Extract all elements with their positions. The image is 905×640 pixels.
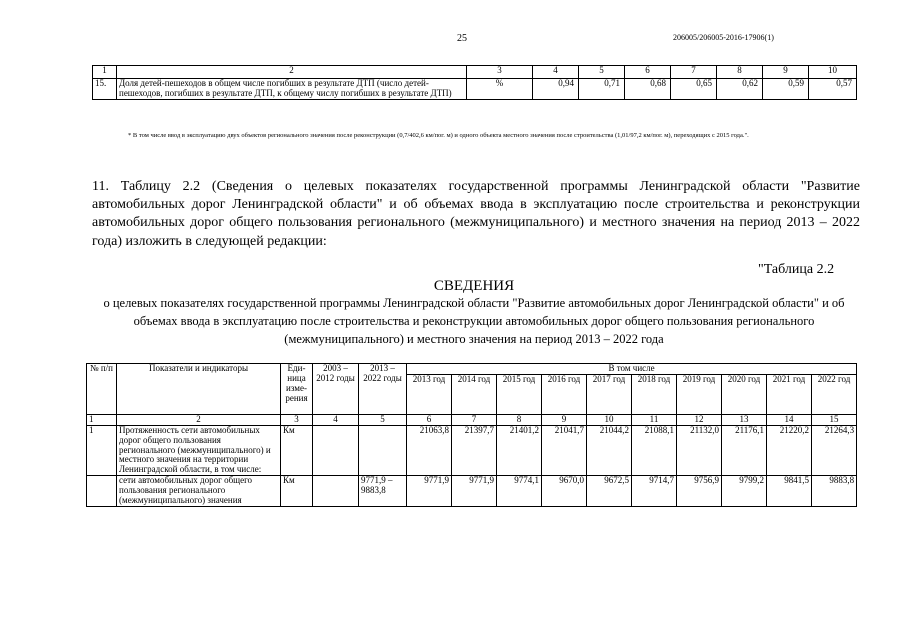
row-period-2003 — [313, 425, 359, 475]
value-cell: 21220,2 — [767, 425, 812, 475]
value-cell: 21176,1 — [722, 425, 767, 475]
header-year: 2020 год — [722, 374, 767, 414]
value-cell: 0,94 — [533, 79, 579, 100]
col-number: 3 — [281, 414, 313, 425]
section-subtitle: о целевых показателях государственной программы Ленинградской области "Развитие автомобильных дорог Ленинградской области" и об объемах ввода в эксплуатацию после строительства и реконструкции автомобильных дорог общего пользования регионального (межмуниципального) и местного значения на период 2013 – 2022 года — [103, 296, 845, 347]
value-cell: 9771,9 — [452, 476, 497, 507]
main-table-header-row — [87, 364, 857, 375]
header-cell: 3 — [467, 66, 533, 79]
col-number: 4 — [313, 414, 359, 425]
row-unit: Км — [281, 425, 313, 475]
row-indicator: Доля детей-пешеходов в общем числе погибших в результате ДТП (число детей-пешеходов, погибших в результате ДТП, к общему числу погибших в результате ДТП) — [117, 79, 467, 100]
value-cell: 9841,5 — [767, 476, 812, 507]
value-cell: 9670,0 — [542, 476, 587, 507]
header-cell: 2 — [117, 66, 467, 79]
value-cell: 21088,1 — [632, 425, 677, 475]
header-year: 2015 год — [497, 374, 542, 414]
col-number: 10 — [587, 414, 632, 425]
header-cell: 1 — [93, 66, 117, 79]
header-cell: 9 — [763, 66, 809, 79]
table-row — [93, 79, 857, 100]
col-number: 6 — [407, 414, 452, 425]
value-cell: 9756,9 — [677, 476, 722, 507]
col-number: 5 — [359, 414, 407, 425]
value-cell: 0,68 — [625, 79, 671, 100]
table-row — [87, 425, 857, 475]
row-number: 1 — [87, 425, 117, 475]
top-table-header-row — [93, 66, 857, 79]
value-cell: 21397,7 — [452, 425, 497, 475]
row-period-2013: 9771,9 – 9883,8 — [359, 476, 407, 507]
top-table — [92, 65, 857, 100]
col-number: 11 — [632, 414, 677, 425]
col-number: 7 — [452, 414, 497, 425]
col-number: 8 — [497, 414, 542, 425]
value-cell: 0,71 — [579, 79, 625, 100]
header-year: 2016 год — [542, 374, 587, 414]
row-number — [87, 476, 117, 507]
document-id: 206005/206005-2016-17906(1) — [673, 33, 774, 42]
value-cell: 21063,8 — [407, 425, 452, 475]
value-cell: 21264,3 — [812, 425, 857, 475]
header-cell: 7 — [671, 66, 717, 79]
value-cell: 21132,0 — [677, 425, 722, 475]
header-cell: 4 — [533, 66, 579, 79]
value-cell: 0,57 — [809, 79, 857, 100]
col-number: 12 — [677, 414, 722, 425]
row-number: 15. — [93, 79, 117, 100]
header-cell: 5 — [579, 66, 625, 79]
value-cell: 9672,5 — [587, 476, 632, 507]
header-year: 2021 год — [767, 374, 812, 414]
row-indicator: Протяженность сети автомобильных дорог общего пользования регионального (межмуниципального) и местного значения на территории Ленинградской области, в том числе: — [117, 425, 281, 475]
body-paragraph: 11. Таблицу 2.2 (Сведения о целевых показателях государственной программы Ленинградской области "Развитие автомобильных дорог Ленинградской области" и об объемах ввода в эксплуатацию после строительства и реконструкции автомобильных дорог общего пользования регионального (межмуниципального) и местного значения на период 2013 – 2022 года) изложить в следующей редакции: — [92, 179, 860, 249]
main-table — [86, 363, 857, 507]
row-unit: % — [467, 79, 533, 100]
page-number: 25 — [457, 33, 467, 44]
col-number: 2 — [117, 414, 281, 425]
value-cell: 0,59 — [763, 79, 809, 100]
header-year: 2017 год — [587, 374, 632, 414]
table-row — [87, 476, 857, 507]
col-number: 1 — [87, 414, 117, 425]
header-year: 2014 год — [452, 374, 497, 414]
header-year: 2022 год — [812, 374, 857, 414]
value-cell: 9774,1 — [497, 476, 542, 507]
col-number: 13 — [722, 414, 767, 425]
header-num: № п/п — [87, 364, 117, 415]
header-cell: 8 — [717, 66, 763, 79]
footnote: * В том числе ввод в эксплуатацию двух объектов регионального значения после реконструкции (0,7/402,6 км/пог. м) и одного объекта местного значения после строительства (1,01/97,2 км/пог. м), переходящих с 2015 года.". — [128, 132, 749, 139]
table-reference: "Таблица 2.2 — [758, 262, 835, 277]
value-cell: 9883,8 — [812, 476, 857, 507]
value-cell: 21044,2 — [587, 425, 632, 475]
col-number: 15 — [812, 414, 857, 425]
header-period-2013: 2013 – 2022 годы — [359, 364, 407, 415]
section-title: СВЕДЕНИЯ — [433, 278, 515, 294]
header-year: 2013 год — [407, 374, 452, 414]
row-period-2003 — [313, 476, 359, 507]
value-cell: 9799,2 — [722, 476, 767, 507]
value-cell: 0,62 — [717, 79, 763, 100]
row-indicator: сети автомобильных дорог общего пользования регионального (межмуниципального) значения — [117, 476, 281, 507]
header-period-2003: 2003 – 2012 годы — [313, 364, 359, 415]
col-number: 9 — [542, 414, 587, 425]
column-number-row — [87, 414, 857, 425]
row-unit: Км — [281, 476, 313, 507]
header-cell: 6 — [625, 66, 671, 79]
row-period-2013 — [359, 425, 407, 475]
header-including: В том числе — [407, 364, 857, 375]
value-cell: 21041,7 — [542, 425, 587, 475]
value-cell: 9714,7 — [632, 476, 677, 507]
col-number: 14 — [767, 414, 812, 425]
header-unit: Еди-ница изме-рения — [281, 364, 313, 415]
value-cell: 0,65 — [671, 79, 717, 100]
value-cell: 9771,9 — [407, 476, 452, 507]
header-year: 2019 год — [677, 374, 722, 414]
header-cell: 10 — [809, 66, 857, 79]
header-year: 2018 год — [632, 374, 677, 414]
value-cell: 21401,2 — [497, 425, 542, 475]
header-indicators: Показатели и индикаторы — [117, 364, 281, 415]
